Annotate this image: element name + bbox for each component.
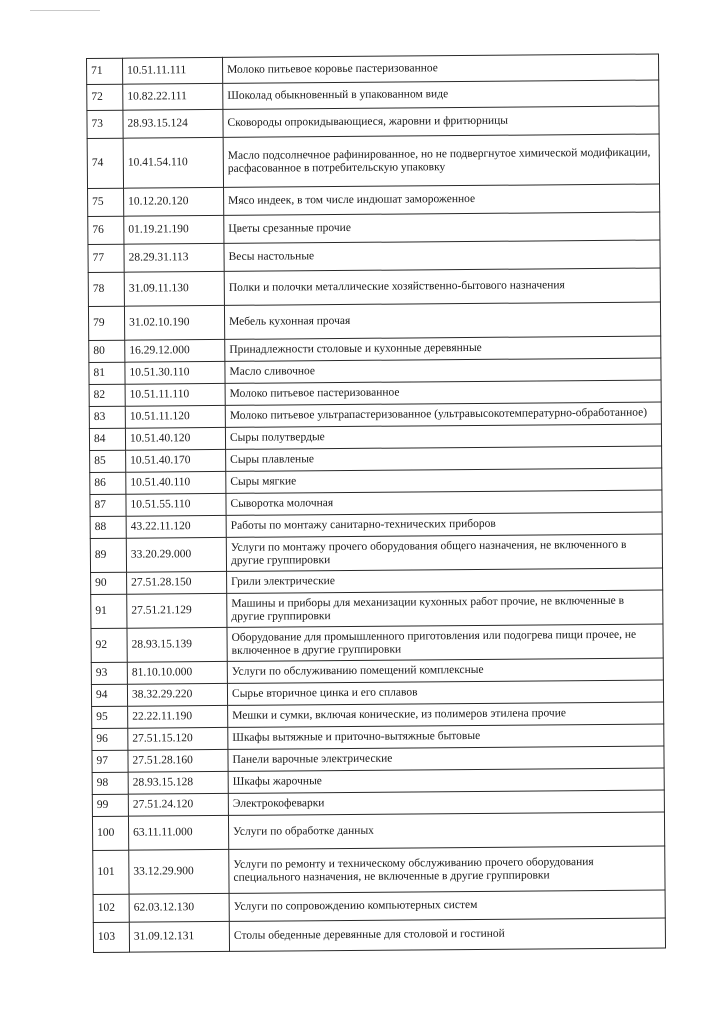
item-name: Принадлежности столовые и кухонные деревянные	[225, 336, 661, 361]
row-number: 76	[88, 216, 124, 244]
row-number: 84	[89, 428, 125, 450]
row-number: 93	[91, 662, 127, 684]
row-number: 97	[92, 750, 128, 772]
item-name: Шкафы жарочные	[228, 768, 664, 793]
row-number: 95	[92, 706, 128, 728]
okpd2-code: 27.51.24.120	[128, 793, 228, 816]
table-row	[93, 846, 665, 894]
row-number: 96	[92, 728, 128, 750]
item-name: Молоко питьевое ультрапастеризованное (ультравысокотемпературно-обработанное)	[225, 402, 661, 427]
okpd2-code: 27.51.28.150	[127, 571, 227, 594]
row-number: 101	[93, 850, 129, 894]
item-name: Мешки и сумки, включая конические, из полимеров этилена прочие	[228, 702, 664, 727]
table-row	[92, 812, 664, 850]
item-name: Мебель кухонная прочая	[224, 302, 660, 339]
item-name: Сыры мягкие	[226, 468, 662, 493]
item-name: Сырье вторичное цинка и его сплавов	[227, 680, 663, 705]
item-name: Масло сливочное	[225, 358, 661, 383]
row-number: 89	[90, 538, 126, 572]
okpd2-code: 63.11.11.000	[128, 815, 228, 850]
row-number: 75	[88, 188, 124, 216]
okpd2-code: 10.12.20.120	[124, 187, 224, 216]
item-name: Услуги по ремонту и техническому обслуживанию прочего оборудования специального назначения, не включенные в другие группировки	[229, 846, 665, 893]
item-name: Масло подсолнечное рафинированное, но не подвергнутое химической модификации, расфасованное в потребительскую упаковку	[223, 134, 659, 187]
item-name: Шоколад обыкновенный в упакованном виде	[223, 80, 659, 109]
okpd2-code: 33.20.29.000	[126, 537, 226, 572]
row-number: 72	[87, 84, 123, 110]
row-number: 100	[92, 816, 128, 850]
table-row	[93, 918, 665, 952]
okpd2-code: 10.51.11.120	[125, 405, 225, 428]
item-name: Сковороды опрокидывающиеся, жаровни и фритюрницы	[223, 106, 659, 137]
row-number: 83	[89, 406, 125, 428]
row-number: 103	[93, 922, 129, 952]
table-row	[90, 534, 662, 572]
okpd2-code: 28.93.15.124	[123, 109, 223, 138]
item-name: Молоко питьевое пастеризованное	[225, 380, 661, 405]
okpd2-code: 10.51.40.110	[126, 471, 226, 494]
table-row	[88, 302, 660, 340]
okpd2-code: 10.51.40.120	[125, 427, 225, 450]
item-name: Мясо индеек, в том числе индюшат замороженное	[224, 184, 660, 215]
table-row	[91, 590, 663, 628]
row-number: 77	[88, 244, 124, 272]
row-number: 74	[87, 138, 123, 188]
row-number: 92	[91, 628, 127, 662]
row-number: 99	[92, 794, 128, 816]
item-name: Цветы срезанные прочие	[224, 212, 660, 243]
table-body	[87, 54, 666, 952]
row-number: 86	[90, 472, 126, 494]
item-name: Шкафы вытяжные и приточно-вытяжные бытовые	[228, 724, 664, 749]
row-number: 88	[90, 516, 126, 538]
okpd2-code: 62.03.12.130	[129, 893, 229, 922]
okpd2-code: 22.22.11.190	[128, 705, 228, 728]
item-name: Сыры плавленые	[226, 446, 662, 471]
okpd2-code: 27.51.15.120	[128, 727, 228, 750]
okpd2-code: 81.10.10.000	[127, 661, 227, 684]
scan-mark	[30, 10, 100, 11]
row-number: 81	[89, 362, 125, 384]
table-row	[93, 890, 665, 922]
item-name: Электрокофеварки	[228, 790, 664, 815]
item-name: Панели варочные электрические	[228, 746, 664, 771]
okpd2-code: 01.19.21.190	[124, 215, 224, 244]
row-number: 73	[87, 110, 123, 138]
okpd2-code: 28.93.15.139	[127, 627, 227, 662]
item-name: Услуги по обслуживанию помещений комплексные	[227, 658, 663, 683]
okpd2-code: 27.51.21.129	[127, 593, 227, 628]
okpd2-code: 31.02.10.190	[124, 305, 224, 340]
okpd2-code: 10.82.22.111	[123, 83, 223, 110]
okpd2-code: 10.41.54.110	[123, 137, 223, 188]
okpd2-code-table	[86, 53, 666, 952]
okpd2-code: 31.09.12.131	[129, 921, 229, 952]
okpd2-code: 10.51.55.110	[126, 493, 226, 516]
item-name: Столы обеденные деревянные для столовой и гостиной	[229, 918, 665, 951]
okpd2-code: 31.09.11.130	[124, 271, 224, 306]
row-number: 91	[91, 594, 127, 628]
row-number: 87	[90, 494, 126, 516]
table-row	[88, 212, 660, 244]
row-number: 85	[90, 450, 126, 472]
row-number: 82	[89, 384, 125, 406]
table-row	[88, 240, 660, 272]
row-number: 79	[88, 306, 124, 340]
item-name: Услуги по обработке данных	[228, 812, 664, 849]
item-name: Полки и полочки металлические хозяйственно-бытового назначения	[224, 268, 660, 305]
okpd2-code: 33.12.29.900	[129, 849, 229, 894]
item-name: Оборудование для промышленного приготовления или подогрева пищи прочее, не включенное в другие группировки	[227, 624, 663, 661]
okpd2-code: 28.93.15.128	[128, 771, 228, 794]
row-number: 71	[87, 58, 123, 84]
item-name: Машины и приборы для механизации кухонных работ прочие, не включенные в другие группировки	[227, 590, 663, 627]
item-name: Грили электрические	[227, 568, 663, 593]
row-number: 94	[91, 684, 127, 706]
row-number: 78	[88, 272, 124, 306]
item-name: Сыры полутвердые	[225, 424, 661, 449]
okpd2-code: 38.32.29.220	[127, 683, 227, 706]
okpd2-code: 10.51.30.110	[125, 361, 225, 384]
okpd2-code: 43.22.11.120	[126, 515, 226, 538]
okpd2-code: 28.29.31.113	[124, 243, 224, 272]
row-number: 80	[89, 340, 125, 362]
table-row	[91, 624, 663, 662]
item-name: Услуги по монтажу прочего оборудования общего назначения, не включенного в другие группировки	[226, 534, 662, 571]
row-number: 102	[93, 894, 129, 922]
table-row	[87, 106, 659, 138]
row-number: 98	[92, 772, 128, 794]
okpd2-code: 10.51.11.111	[123, 57, 223, 84]
table-row	[87, 134, 659, 188]
okpd2-code: 27.51.28.160	[128, 749, 228, 772]
table-row	[88, 268, 660, 306]
okpd2-code: 10.51.11.110	[125, 383, 225, 406]
row-number: 90	[91, 572, 127, 594]
okpd2-code: 10.51.40.170	[126, 449, 226, 472]
item-name: Работы по монтажу санитарно-технических приборов	[226, 512, 662, 537]
item-name: Весы настольные	[224, 240, 660, 271]
item-name: Сыворотка молочная	[226, 490, 662, 515]
item-name: Услуги по сопровождению компьютерных систем	[229, 890, 665, 921]
item-name: Молоко питьевое коровье пастеризованное	[222, 54, 658, 83]
okpd2-code: 16.29.12.000	[125, 339, 225, 362]
table-row	[88, 184, 660, 216]
